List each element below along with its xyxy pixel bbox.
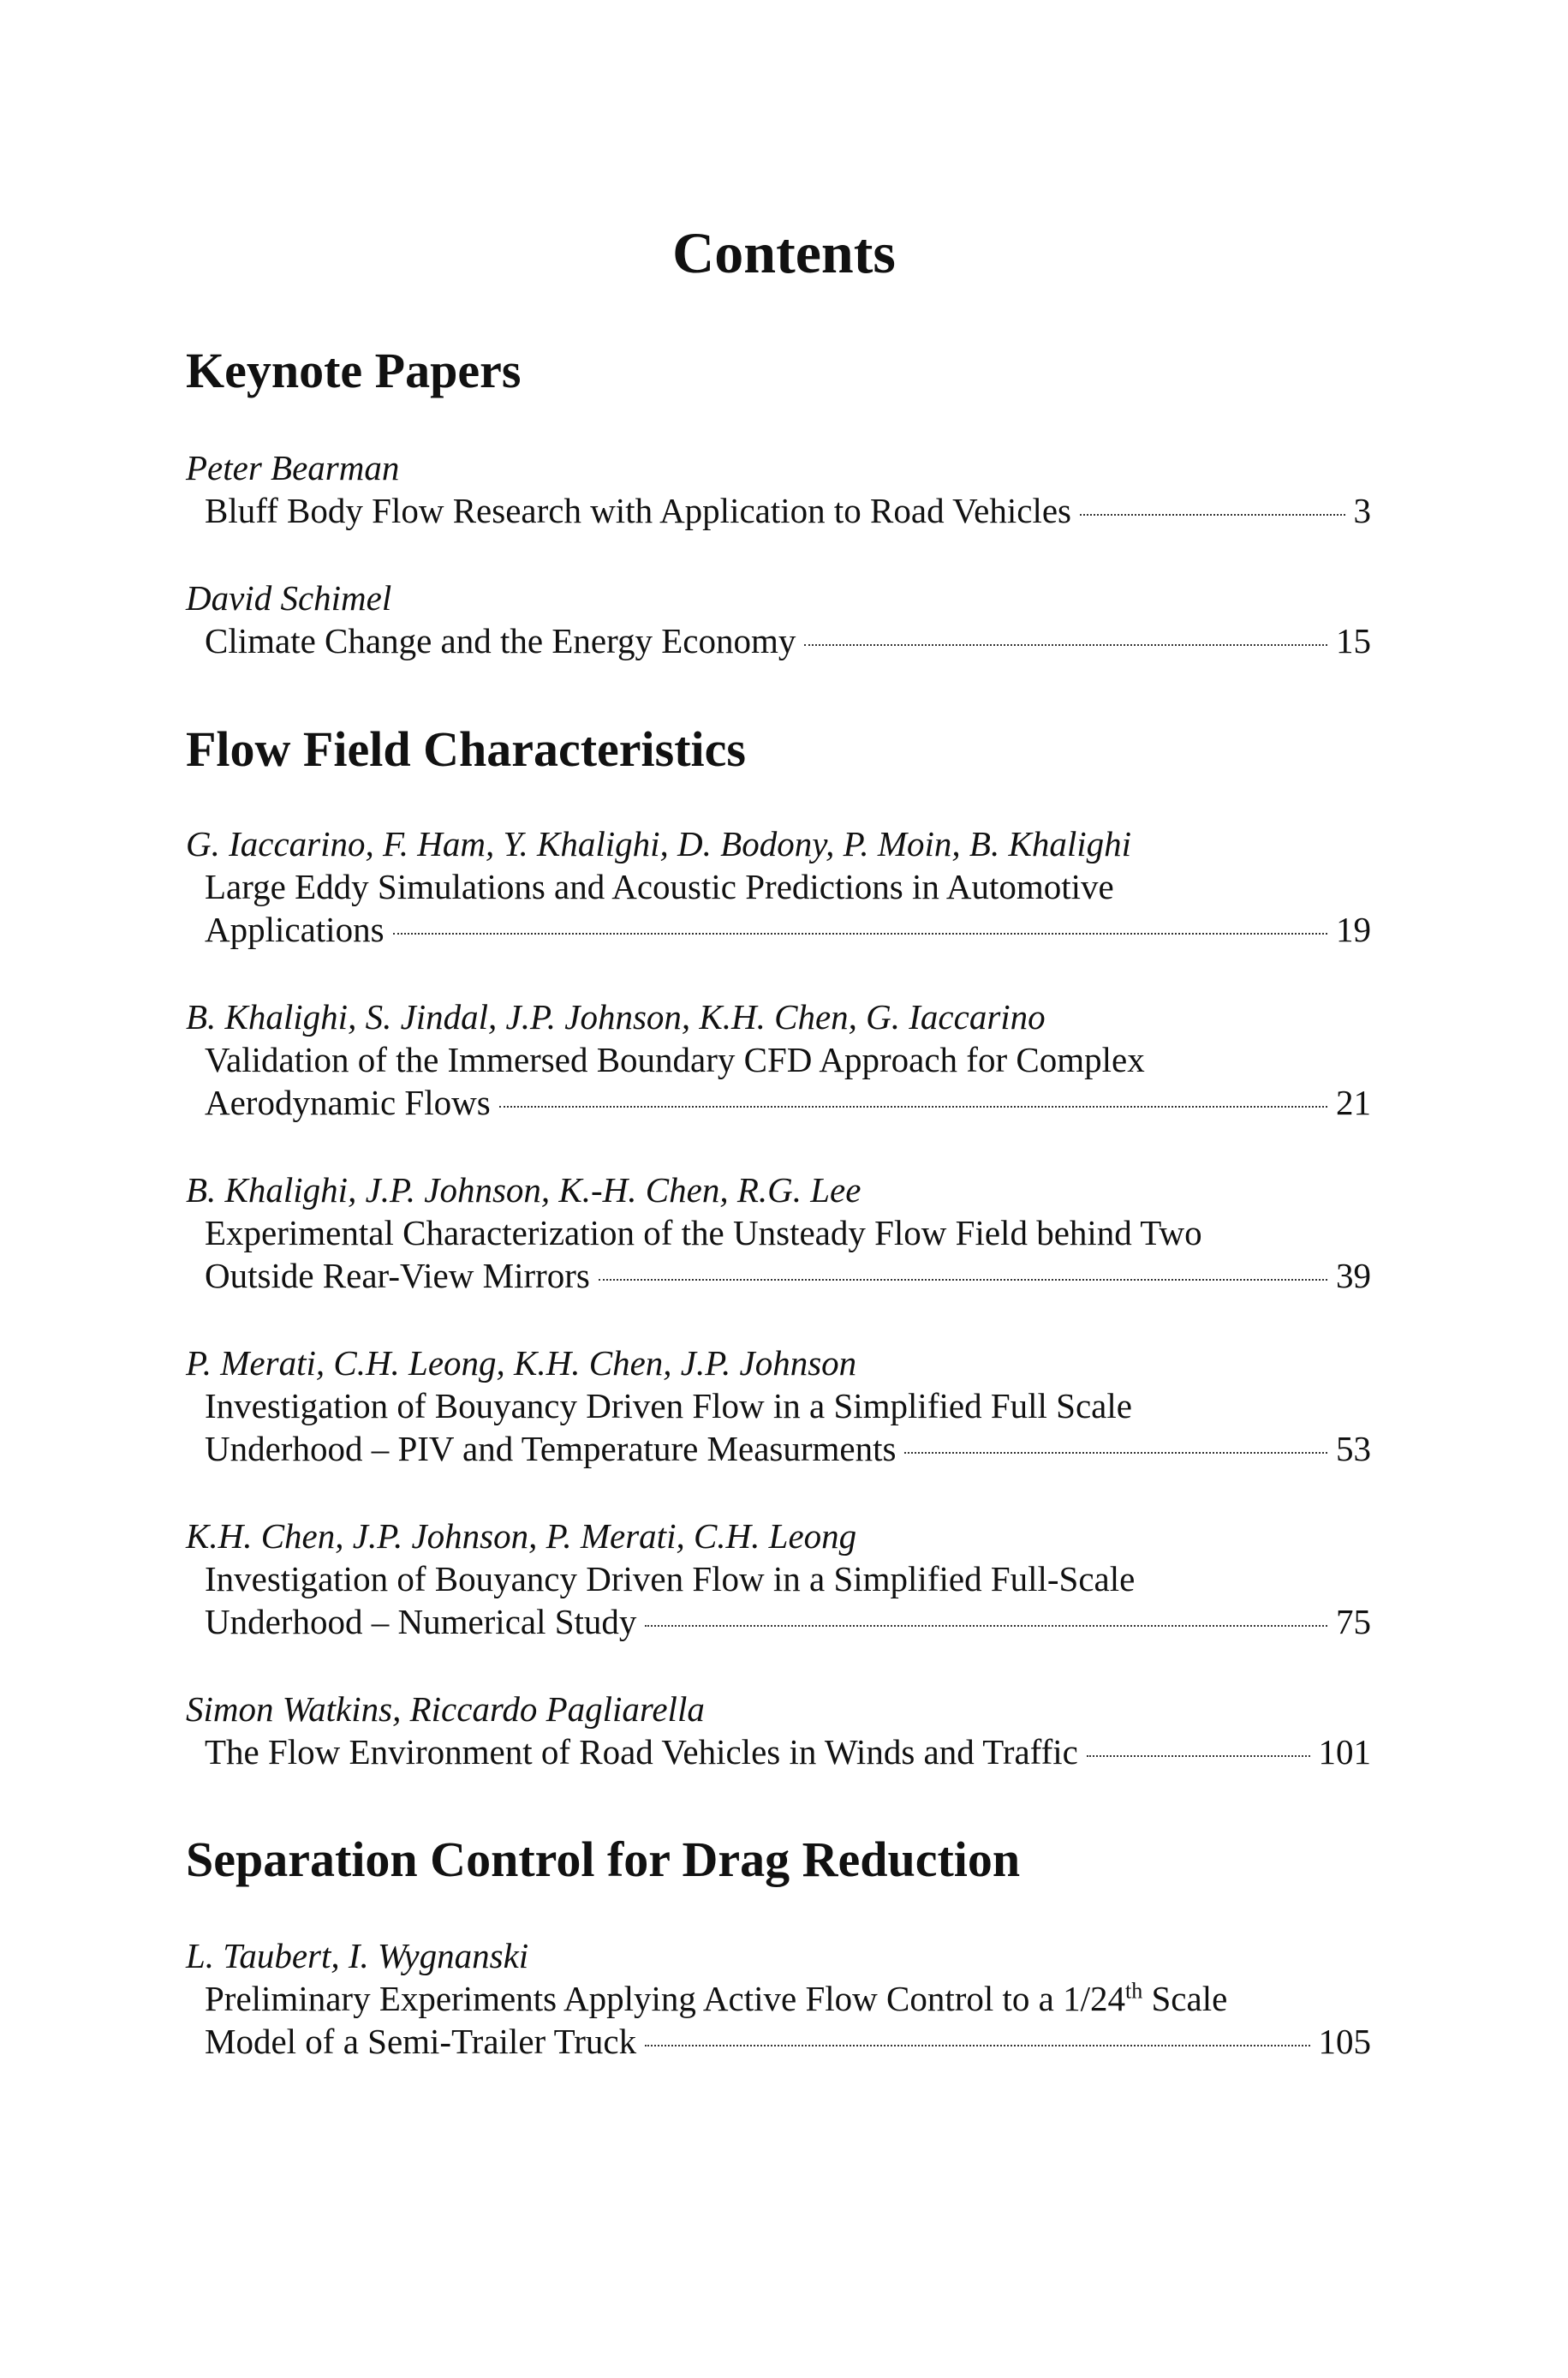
entry-title-line[interactable] (205, 1730, 1371, 1773)
entry-title-line[interactable] (205, 1254, 1371, 1297)
entry-authors: B. Khalighi, S. Jindal, J.P. Johnson, K.H. Chen, G. Iaccarino (186, 997, 1046, 1037)
entry-title: Aerodynamic Flows (205, 1083, 491, 1122)
entry-title-line[interactable] (205, 1427, 1371, 1470)
entry-authors: L. Taubert, I. Wygnanski (186, 1936, 529, 1975)
entry-title-line[interactable] (205, 2020, 1371, 2063)
entry-page-number: 105 (1318, 2022, 1371, 2061)
dot-leader (804, 644, 1327, 646)
entry-title-part: Preliminary Experiments Applying Active Flow Control to a 1/24 (205, 1979, 1126, 2018)
entry-title: Underhood – PIV and Temperature Measurments (205, 1429, 897, 1468)
section-heading-keynote-papers: Keynote Papers (186, 343, 522, 398)
entry-title-line1: Investigation of Bouyancy Driven Flow in a Simplified Full-Scale (205, 1559, 1136, 1598)
entry-title: Outside Rear-View Mirrors (205, 1256, 590, 1295)
entry-title-part: Scale (1142, 1979, 1228, 2018)
section-heading-flow-field-characteristics: Flow Field Characteristics (186, 721, 746, 777)
entry-page-number: 19 (1336, 910, 1371, 949)
entry-title: Underhood – Numerical Study (205, 1602, 637, 1641)
entry-title-line[interactable] (205, 1081, 1371, 1124)
dot-leader (645, 2045, 1309, 2046)
page-title: Contents (672, 220, 896, 285)
entry-authors: K.H. Chen, J.P. Johnson, P. Merati, C.H. Leong (186, 1516, 857, 1556)
dot-leader (393, 933, 1327, 935)
entry-authors: G. Iaccarino, F. Ham, Y. Khalighi, D. Bodony, P. Moin, B. Khalighi (186, 824, 1131, 863)
entry-title-line[interactable] (205, 1600, 1371, 1643)
entry-title-line[interactable] (205, 908, 1371, 951)
dot-leader (1087, 1755, 1310, 1757)
entry-page-number: 21 (1336, 1083, 1371, 1122)
entry-page-number: 3 (1353, 491, 1371, 530)
entry-authors: B. Khalighi, J.P. Johnson, K.-H. Chen, R.G. Lee (186, 1170, 862, 1210)
entry-title-line[interactable] (205, 619, 1371, 662)
entry-page-number: 75 (1336, 1602, 1371, 1641)
entry-title-line1: Large Eddy Simulations and Acoustic Predictions in Automotive (205, 867, 1114, 906)
dot-leader (499, 1106, 1327, 1108)
entry-title-line[interactable] (205, 489, 1371, 532)
entry-page-number: 15 (1336, 621, 1371, 660)
entry-page-number: 101 (1318, 1732, 1371, 1772)
entry-authors: Peter Bearman (186, 448, 400, 487)
entry-authors: David Schimel (186, 578, 392, 618)
section-heading-separation-control: Separation Control for Drag Reduction (186, 1831, 1021, 1887)
entry-page-number: 53 (1336, 1429, 1371, 1468)
dot-leader (645, 1625, 1327, 1627)
entry-title: The Flow Environment of Road Vehicles in Winds and Traffic (205, 1732, 1078, 1772)
entry-title: Bluff Body Flow Research with Application to Road Vehicles (205, 491, 1071, 530)
entry-authors: Simon Watkins, Riccardo Pagliarella (186, 1689, 705, 1729)
entry-title: Climate Change and the Energy Economy (205, 621, 796, 660)
entry-title-line1: Experimental Characterization of the Unsteady Flow Field behind Two (205, 1213, 1202, 1252)
entry-title-line1: Validation of the Immersed Boundary CFD Approach for Complex (205, 1040, 1145, 1079)
dot-leader (599, 1279, 1327, 1281)
dot-leader (1080, 514, 1345, 516)
dot-leader (904, 1452, 1327, 1454)
entry-title-line1 (205, 1977, 1371, 2020)
superscript-ordinal: th (1125, 1978, 1143, 2004)
entry-page-number: 39 (1336, 1256, 1371, 1295)
entry-title: Applications (205, 910, 385, 949)
entry-title: Model of a Semi-Trailer Truck (205, 2022, 637, 2061)
entry-authors: P. Merati, C.H. Leong, K.H. Chen, J.P. Johnson (186, 1343, 857, 1383)
entry-title-line1: Investigation of Bouyancy Driven Flow in a Simplified Full Scale (205, 1386, 1132, 1425)
